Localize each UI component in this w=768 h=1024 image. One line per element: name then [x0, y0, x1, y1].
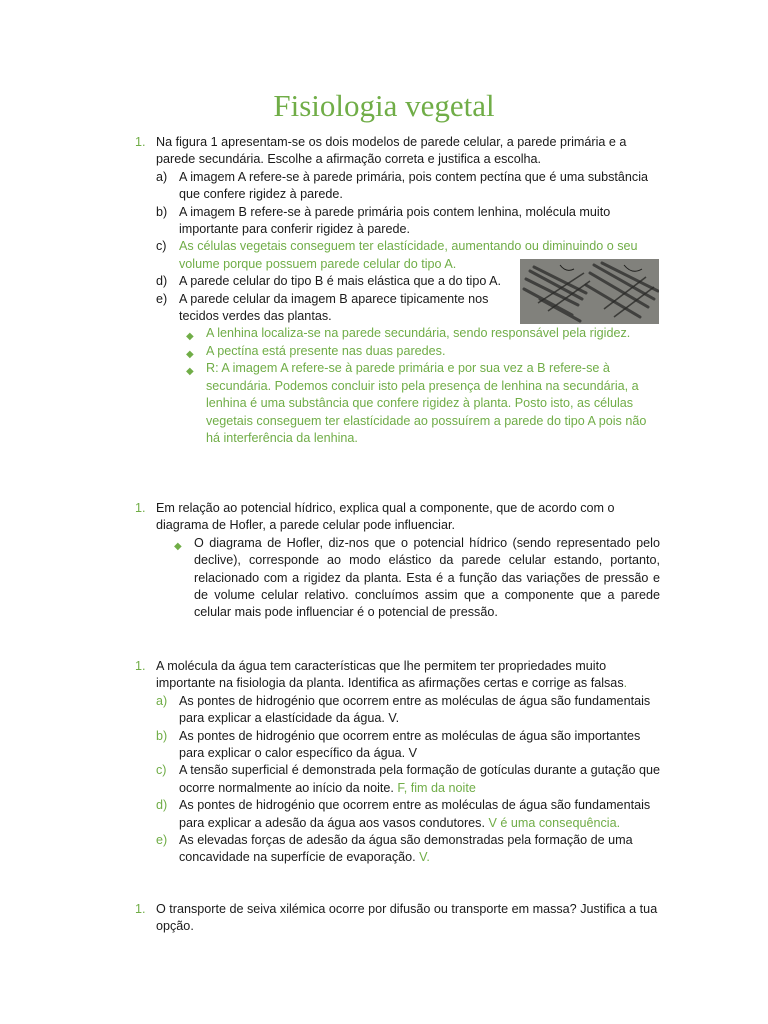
- question-number: 1.: [135, 659, 146, 673]
- option-b: [156, 728, 660, 763]
- answer-text: R: A imagem A refere-se à parede primária e por sua vez a B refere-se à secundária. Podemos concluir isto pela presença de lenhina na secundária, a lenhina é uma substância que confere rigidez à planta. Posto isto, as células vegetais conseguem ter elastícidade ao possuírem a parede do tipo A pois não há interferência da lenhina.: [206, 361, 647, 445]
- option-label: d): [156, 274, 168, 289]
- question-text: O transporte de seiva xilémica ocorre por difusão ou transporte em massa? Justifica a tua opção.: [156, 902, 658, 934]
- answer-text: A pectína está presente nas duas paredes.: [206, 343, 446, 358]
- cell-wall-figure-image: [520, 259, 659, 324]
- option-text: As pontes de hidrogénio que ocorrem entre as moléculas de água são fundamentais para explicar a adesão da água aos vasos condutores.: [179, 798, 651, 830]
- diamond-bullet-icon: ◆: [186, 366, 194, 378]
- option-label: a): [156, 693, 168, 708]
- option-text: As células vegetais conseguem ter elastícidade, aumentando ou diminuindo o seu volume porque possuem parede celular do tipo A.: [179, 239, 638, 271]
- option-list: [156, 693, 660, 867]
- option-d: [156, 273, 509, 290]
- option-c: [156, 762, 660, 797]
- option-e: [156, 832, 660, 867]
- question-text: Na figura 1 apresentam-se os dois modelos de parede celular, a parede primária e a parede secundária. Escolhe a afirmação correta e justifica a escolha.: [156, 135, 627, 167]
- question-text: [156, 658, 660, 693]
- diamond-bullet-icon: ◆: [174, 540, 182, 552]
- option-label: a): [156, 169, 168, 184]
- option-label: e): [156, 291, 168, 306]
- answer-mark: F, fim da noite: [397, 780, 476, 795]
- answer-mark: V é uma consequência.: [488, 815, 621, 830]
- option-text: A imagem A refere-se à parede primária, pois contem pectína que é uma substância que confere rigidez à parede.: [179, 169, 649, 202]
- answer-item: [172, 535, 660, 622]
- option-label: b): [156, 204, 168, 219]
- option-b: [156, 204, 660, 239]
- answer-list: [184, 325, 660, 447]
- option-text: A tensão superficial é demonstrada pela formação de gotículas durante a gutação que ocorre normalmente ao início da noite.: [179, 763, 660, 795]
- answer-item: [184, 360, 660, 447]
- question-number: 1.: [135, 902, 146, 916]
- option-a: [156, 693, 660, 728]
- option-label: c): [156, 239, 167, 254]
- option-label: e): [156, 833, 168, 848]
- option-label: c): [156, 763, 167, 778]
- question-number: 1.: [135, 135, 146, 149]
- answer-list: [172, 535, 660, 622]
- option-text: As pontes de hidrogénio que ocorrem entre as moléculas de água são fundamentais para explicar a elastícidade da água. V.: [179, 693, 651, 726]
- question-2: [135, 500, 660, 622]
- option-a: [156, 169, 660, 204]
- question-text-body: A molécula da água tem características que lhe permitem ter propriedades muito importante na fisiologia da planta. Identifica as afirmações certas e corrige as falsas: [156, 659, 624, 691]
- question-text-end: .: [623, 676, 628, 691]
- option-text: A imagem B refere-se à parede primária pois contem lenhina, molécula muito importante para conferir rigidez à parede.: [179, 204, 611, 237]
- document-title: Fisiologia vegetal: [273, 88, 495, 123]
- option-e: [156, 291, 499, 326]
- option-text: As elevadas forças de adesão da água são demonstradas pela formação de uma concavidade na superfície de evaporação.: [179, 833, 633, 865]
- option-label: b): [156, 728, 168, 743]
- answer-mark: V.: [419, 850, 430, 865]
- answer-item: [184, 343, 660, 360]
- question-3: [135, 658, 660, 867]
- diamond-bullet-icon: ◆: [186, 331, 194, 343]
- option-text: A parede celular do tipo B é mais elástica que a do tipo A.: [179, 274, 502, 289]
- option-text: As pontes de hidrogénio que ocorrem entre as moléculas de água são importantes para explicar o calor específico da água. V: [179, 728, 641, 761]
- question-number: 1.: [135, 501, 146, 515]
- answer-item: [184, 325, 660, 342]
- answer-text: O diagrama de Hofler, diz-nos que o potencial hídrico (sendo representado pelo declive), corresponde ao modo elástico da parede celular estando, portanto, relacionado com a rigidez da planta. Esta é a função das variações de pressão e de volume celular relativo. concluímos assim que a componente que a parede celular mais pode influenciar é o potencial de pressão.: [194, 535, 660, 620]
- question-text: Em relação ao potencial hídrico, explica qual a componente, que de acordo com o diagrama de Hofler, a parede celular pode influenciar.: [156, 501, 615, 533]
- diamond-bullet-icon: ◆: [186, 348, 194, 360]
- question-4: [135, 901, 660, 936]
- fiber-illustration-icon: [520, 259, 659, 324]
- option-text: A parede celular da imagem B aparece tipicamente nos tecidos verdes das plantas.: [179, 291, 489, 324]
- answer-text: A lenhina localiza-se na parede secundária, sendo responsável pela rigidez.: [206, 326, 631, 341]
- option-label: d): [156, 798, 168, 813]
- option-d: [156, 797, 660, 832]
